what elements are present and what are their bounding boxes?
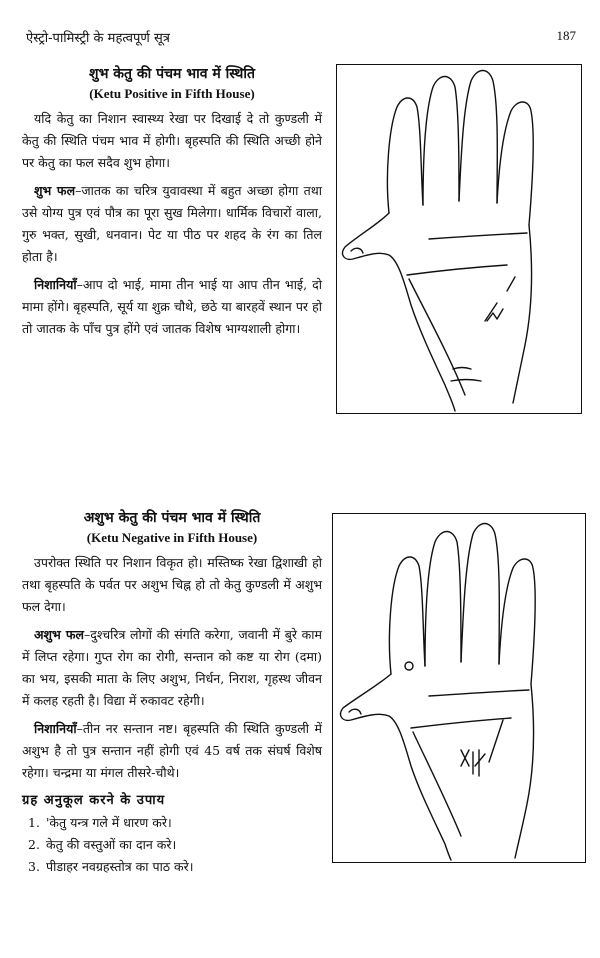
remedy-number: 3. <box>28 859 40 874</box>
section-ketu-positive <box>22 64 322 346</box>
section2-para3-text: –तीन नर सन्तान नष्ट। बृहस्पति की स्थिति कुण्डली में अशुभ है तो पुत्र सन्तान नहीं होगी एवं 45 वर्ष तक संघर्ष विशेष रहेगा। चन्द्रमा या मंगल तीसरे-चौथे। <box>22 721 322 780</box>
section1-para3-lead: निशानियाँ <box>34 277 77 292</box>
remedy-item <box>22 812 322 834</box>
running-title: ऐस्ट्रो-पामिस्ट्री के महत्वपूर्ण सूत्र <box>26 31 170 46</box>
section2-para2 <box>22 624 322 712</box>
section1-title-english: (Ketu Positive in Fifth House) <box>89 86 255 101</box>
section2-title-english: (Ketu Negative in Fifth House) <box>86 530 258 545</box>
section1-para1: यदि केतु का निशान स्वास्थ्य रेखा पर दिखाई दे तो कुण्डली में केतु की स्थिति पंचम भाव में होगी। बृहस्पति की स्थिति अच्छी होने पर केतु का फल सदैव शुभ होगा। <box>22 111 322 170</box>
section1-para3 <box>22 274 322 340</box>
palm-drawing-negative <box>333 514 585 862</box>
section1-title-hindi: शुभ केतु की पंचम भाव में स्थिति <box>89 66 255 82</box>
palm-figure-positive <box>336 64 582 414</box>
section2-para3 <box>22 718 322 784</box>
palm-figure-negative <box>332 513 586 863</box>
section1-para2-text: –जातक का चरित्र युवावस्था में बहुत अच्छा होगा तथा उसे योग्य पुत्र एवं पौत्र का पूरा सुख मिलेगा। धार्मिक विचारों वाला, गुरु भक्त, सुखी, धनवान। पेट या पीठ पर शहद के रंग का तिल होता है। <box>22 183 322 264</box>
page-number: 187 <box>556 28 576 43</box>
section2-para1: उपरोक्त स्थिति पर निशान विकृत हो। मस्तिष्क रेखा द्विशाखी हो तथा बृहस्पति के पर्वत पर अशुभ चिह्न हो तो केतु कुण्डली में अशुभ फल देगा। <box>22 555 322 614</box>
section1-para2 <box>22 180 322 268</box>
remedy-text: 'केतु यन्त्र गले में धारण करे। <box>46 815 172 830</box>
section2-title-hindi: अशुभ केतु की पंचम भाव में स्थिति <box>83 510 261 526</box>
section-ketu-negative <box>22 508 322 878</box>
palm-drawing-positive <box>337 65 581 413</box>
remedy-item <box>22 834 322 856</box>
remedy-text: पीडाहर नवग्रहस्तोत्र का पाठ करे। <box>46 859 194 874</box>
remedy-item <box>22 856 322 878</box>
remedy-number: 1. <box>28 815 40 830</box>
section2-para3-lead: निशानियाँ <box>34 721 77 736</box>
section1-para3-text: –आप दो भाई, मामा तीन भाई या आप तीन भाई, दो मामा होंगे। बृहस्पति, सूर्य या शुक्र चौथे, छठे या बारहवें स्थान पर हो तो जातक के पाँच पुत्र होंगे एवं जातक विशेष भाग्यशाली होगा। <box>22 277 322 336</box>
remedies-title: ग्रह अनुकूल करने के उपाय <box>22 793 166 808</box>
section2-para2-text: –दुश्चरित्र लोगों की संगति करेगा, जवानी में बुरे काम में लिप्त रहेगा। गुप्त रोग का रोगी, सन्तान को कष्ट या रोग (दमा) का भय, इसकी माता के लिए अशुभ, निर्धन, निराश, गृहस्थ जीवन में कलह रहती है। विद्या में रुकावट रहेगी। <box>22 627 322 708</box>
remedies-list <box>22 812 322 878</box>
remedy-text: केतु की वस्तुओं का दान करे। <box>46 837 177 852</box>
section1-para2-lead: शुभ फल <box>34 183 76 198</box>
section2-para2-lead: अशुभ फल <box>34 627 84 642</box>
remedy-number: 2. <box>28 837 40 852</box>
